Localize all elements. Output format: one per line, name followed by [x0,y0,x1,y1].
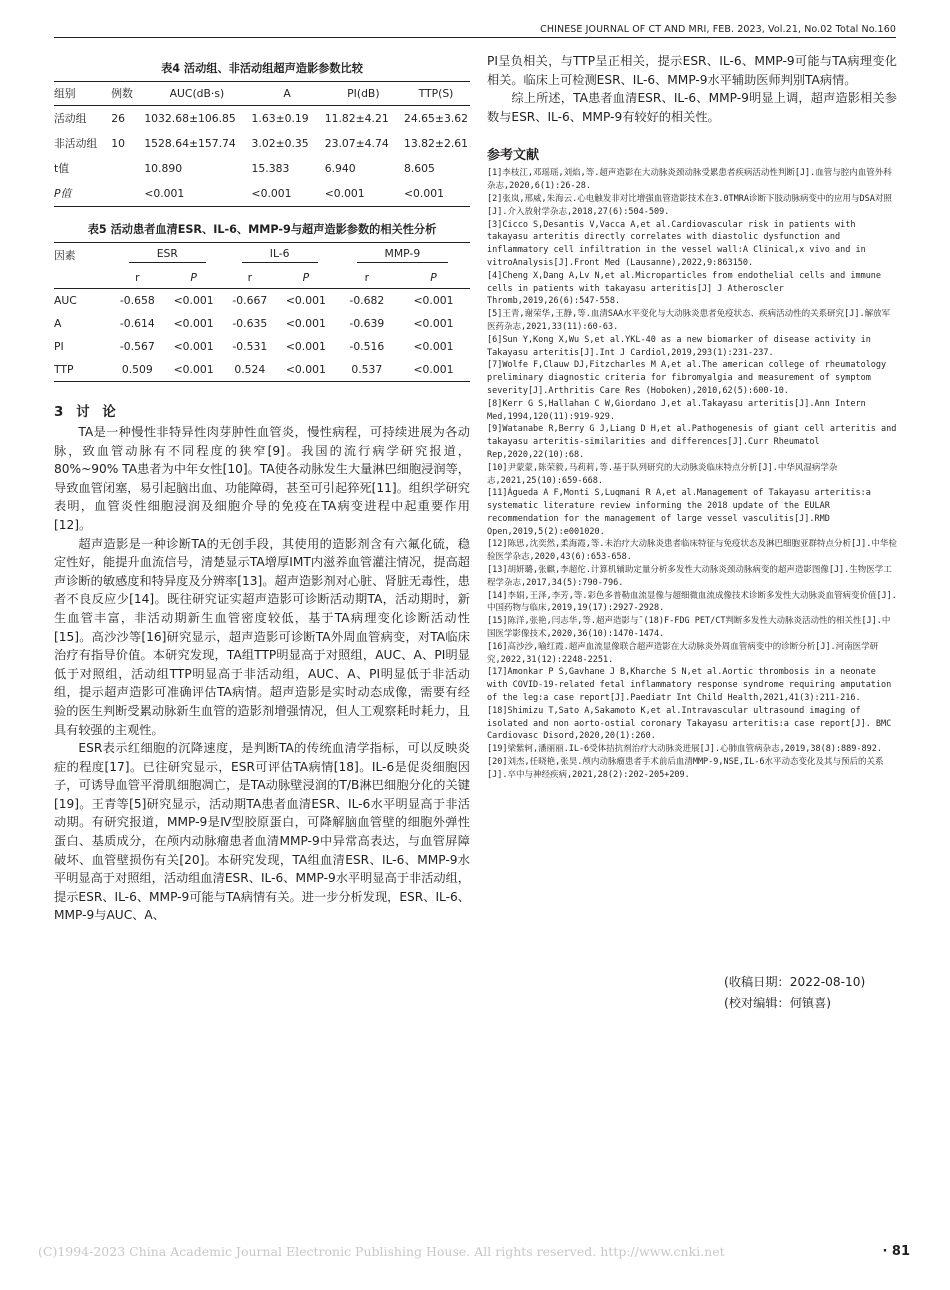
reference-item: [8]Kerr G S,Hallahan C W,Giordano J,et al.Takayasu arteritis[J].Ann Intern Med,1994,120(11):919-929. [487,398,866,422]
journal-header: CHINESE JOURNAL OF CT AND MRI, FEB. 2023, Vol.21, No.02 Total No.160 [540,24,896,35]
table4-cell: 活动组 [54,112,87,125]
table5-cell: <0.001 [285,317,326,330]
table4-header: AUC(dB·s) [169,87,225,100]
table4-cell: 24.65±3.62 [404,112,468,125]
table5-cell: <0.001 [285,294,326,307]
discussion-paragraph: ESR表示红细胞的沉降速度，是判断TA的传统血清学指标，可以反映炎症的程度[17]。已往研究显示，ESR可评估TA病情[18]。IL-6是促炎细胞因子，可诱导血管平滑肌细胞凋亡，是TA动脉壁浸润的T/B淋巴细胞分化的关键[19]。王青等[5]研究显示，活动期TA患者血清ESR、IL-6水平明显高于非活动期。有研究报道，MMP-9是Ⅳ型胶原蛋白，可降解脑血管壁的细胞外弹性蛋白、基质成分，在颅内动脉瘤患者血清MMP-9中异常高表达，与血管屏障破坏、血管壁损伤有关[20]。本研究发现，TA组血清ESR、IL-6、MMP-9水平明显高于对照组，活动组血清ESR、IL-6、MMP-9水平明显高于非活动组，提示ESR、IL-6、MMP-9可能与TA病情有关。进一步分析发现，ESR、IL-6、MMP-9与AUC、A、 [54,741,470,923]
table4-title: 表4 活动组、非活动组超声造影参数比较 [161,62,363,75]
table5-cell: 0.509 [121,363,153,376]
table4-header: A [283,87,291,100]
table4-cell: 3.02±0.35 [251,137,309,150]
table5-cell: <0.001 [413,294,454,307]
table5-row [54,358,470,382]
discussion-title: 3 讨 论 [54,404,120,420]
table5-cell: <0.001 [413,340,454,353]
table4-cell: <0.001 [251,187,292,200]
table5-cell: <0.001 [285,363,326,376]
table5-cell: -0.531 [232,340,268,353]
page-footer [0,1244,950,1264]
table4-cell: 8.605 [404,162,435,175]
table5-cell: -0.658 [119,294,155,307]
reference-item: [18]Shimizu T,Sato A,Sakamoto K,et al.Intravascular ultrasound imaging of isolated and non aorto-ostial coronary Takayasu arteritis:a case report[J]. BMC Cardiovasc Disord,2020,20(1):260. [487,705,892,742]
table5-cell: -0.516 [349,340,385,353]
reference-list [487,167,897,781]
reference-item: [15]陈洋,张艳,闫志华,等.超声造影与¯(18)F-FDG PET/CT判断多发性大动脉炎活动性的相关性[J].中国医学影像技术,2020,36(10):1470-1474. [487,616,891,640]
table5-row [54,289,470,313]
table5-cell: -0.639 [349,317,385,330]
reference-item: [5]王青,谢荣华,王静,等.血清SAA水平变化与大动脉炎患者免疫状态、疾病活动性的关系研究[J].解放军医药杂志,2021,33(11):60-63. [487,309,891,332]
reference-item: [4]Cheng X,Dang A,Lv N,et al.Microparticles from endothelial cells and immune cells in patients with takayasu arteritis[J] J Atheroscler Thromb,2019,26(6):547-558. [487,270,882,307]
table4-cell: 6.940 [324,162,356,175]
table4-cell: <0.001 [404,187,444,200]
table5-cell: -0.682 [349,294,385,307]
table4-cell: 11.82±4.21 [324,112,389,125]
table5-subheader: P [302,271,310,284]
table5-cell: <0.001 [173,294,214,307]
reference-item: [20]刘杰,任晓艳,张昊.颅内动脉瘤患者手术前后血清MMP-9,NSE,IL-6水平动态变化及其与预后的关系[J].卒中与神经疾病,2021,28(2):202-205+209. [487,757,884,780]
reference-item: [14]李娟,王泽,李芳,等.彩色多普勒血流显像与超细微血流成像技术诊断多发性大动脉炎血管病变价值[J].中国药物与临床,2019,19(17):2927-2928. [487,590,897,614]
table4-cell: <0.001 [144,187,185,200]
reference-item: [16]高沙沙,喻红霞.超声血流显像联合超声造影在大动脉炎外周血管病变中的诊断分析[J].河南医学研究,2022,31(12):2248-2251. [487,641,879,665]
table5-cell: <0.001 [173,317,214,330]
table5-subheader: P [430,271,437,284]
table4-row [54,131,470,156]
references-title: 参考文献 [487,148,540,164]
conclusion-paragraph: 综上所述，TA患者血清ESR、IL-6、MMP-9明显上调，超声造影相关参数与ESR、IL-6、MMP-9有较好的相关性。 [487,91,897,124]
table4-header: 例数 [111,87,133,100]
reference-item: [11]Águeda A F,Monti S,Luqmani R A,et al.Management of Takayasu arteritis:a systematic literature review informing the 2018 update of the EULAR recommendation for the management of large vessel vasculitis[J].RMD Open,2019,5(2):e001020. [487,488,871,537]
table5-cell: <0.001 [285,340,326,353]
reference-item: [9]Watanabe R,Berry G J,Liang D H,et al.Pathogenesis of giant cell arteritis and takayasu arteritis-similarities and differences[J].Curr Rheumatol Rep,2020,22(10):68. [487,424,897,460]
table5-group-header [337,243,470,268]
table4-cell: P值 [54,187,72,200]
table5-cell: <0.001 [413,363,454,376]
table4 [54,81,470,207]
table5-cell: -0.567 [119,340,155,353]
table5-subheader: r [364,271,370,284]
right-column [487,52,897,782]
table4-cell [111,181,144,207]
received-date: (收稿日期：2022-08-10) [724,975,866,989]
table5-subheader [54,267,112,289]
table5-cell: A [54,317,62,330]
reference-item: [2]张岚,邢威,朱海云.心电触发非对比增强血管造影技术在3.0TMRA诊断下肢动脉病变中的应用与DSA对照[J].介入放射学杂志,2018,27(6):504-509. [487,193,892,217]
page-number: · 81 [882,1244,910,1259]
table4-header: PI(dB) [347,87,380,100]
end-notes [724,972,865,1014]
table4-cell: 1.63±0.19 [251,112,309,125]
table5-subheader: P [190,271,197,284]
reference-item: [6]Sun Y,Kong X,Wu S,et al.YKL-40 as a new biomarker of disease activity in Takayasu arteritis[J].Int J Cardiol,2019,293(1):231-237. [487,334,871,358]
table4-cell: 15.383 [251,162,290,175]
table4-cell: 23.07±4.74 [324,137,389,150]
reference-item: [1]李枝江,邓瑶瑶,刘焰,等.超声造影在大动脉炎颈动脉受累患者疾病活动性判断[J].血管与腔内血管外科杂志,2020,6(1):26-28. [487,168,892,192]
table5-subheader: r [247,271,253,284]
table5-group-label: IL-6 [242,247,318,263]
table4-cell: t值 [54,162,70,175]
reference-item: [19]梁紫轲,潘丽丽.IL-6受体拮抗剂治疗大动脉炎进展[J].心肺血管病杂志,2019,38(8):889-892. [487,744,882,755]
table5-cell: TTP [54,363,74,376]
table4-cell [111,156,144,181]
discussion-paragraph: TA是一种慢性非特异性肉芽肿性血管炎，慢性病程，可持续进展为各动脉，致血管动脉有不同程度的狭窄[9]。我国的流行病学研究报道，80%~90% TA患者为中年女性[10]。TA使各动脉发生大量淋巴细胞浸润等，导致血管闭塞，易引起脑出血、功能障碍，甚至可引起猝死[11]。组织学研究表明，血管炎性细胞浸润及细胞介导的免疫在TA病变进程中起重要作用[12]。 [54,425,470,532]
table4-row [54,156,470,181]
table5-cell: AUC [54,294,77,307]
table4-cell: 非活动组 [54,137,98,150]
discussion-paragraph: 超声造影是一种诊断TA的无创手段，其使用的造影剂含有六氟化硫，稳定性好，能提升血流信号，清楚显示TA增厚IMT内滋养血管灌注情况，提高超声诊断的敏感度和特异度及分辨率[13]。超声造影剂对心脏、肾脏无毒性，患者不良反应少[14]。既往研究证实超声造影可诊断活动期TA，活动期时，新生血管丰富，非活动期新生血管密度较低，基于TA病理变化诊断活动性[15]。高沙沙等[16]研究显示，超声造影可诊断TA外周血管病变，对TA临床治疗有指导价值。本研究发现，TA组TTP明显高于对照组，AUC、A、PI明显低于对照组，活动组TTP明显高于非活动组，AUC、A、PI明显低于非活动组，提示超声造影可准确评估TA病情。超声造影是实时动态成像，需要有经验的医生判断受累动脉新生血管的造影剂增强情况，但人工观察耗时耗力，且具有较强的主观性。 [54,536,470,737]
table5-group-header [112,243,225,268]
table5-group-label: MMP-9 [357,247,449,263]
table5-cell: -0.635 [232,317,268,330]
table4-cell: 10.890 [144,162,183,175]
table5-cell: <0.001 [413,317,454,330]
left-column [54,60,470,925]
table5-cell: 0.537 [351,363,383,376]
table4-row [54,106,470,132]
reference-item: [10]尹蒙蒙,陈荣毅,马莉莉,等.基于队列研究的大动脉炎临床特点分析[J].中华风湿病学杂志,2021,25(10):659-668. [487,462,838,486]
table4-cell: 1528.64±157.74 [144,137,236,150]
reference-item: [3]Cicco S,Desantis V,Vacca A,et al.Cardiovascular risk in patients with takayasu arteritis directly correlates with diastolic dysfunction and inflammatory cell infiltration in the vessel wall:A Clinical,x vivo and in vitroAnalysis[J].Front Med (Lausanne),2022,9:863150. [487,219,866,268]
table5-group-label: ESR [129,247,206,263]
proof-editor: (校对编辑：何镇喜) [724,996,832,1010]
table4-cell: 13.82±2.61 [404,137,468,150]
table4-cell: 26 [111,112,126,125]
table5-cell: <0.001 [173,363,214,376]
table4-cell: 10 [111,137,126,150]
reference-item: [12]陈思,沈奕然,柔海霞,等.未治疗大动脉炎患者临床特征与免疫状态及淋巴细胞亚群特点分析[J].中华检验医学杂志,2020,43(6):653-658. [487,539,897,563]
table5-row [54,335,470,358]
table5-subheader: r [135,271,140,284]
copyright-notice: (C)1994-2023 China Academic Journal Electronic Publishing House. All rights reserved. http://www.cnki.net [38,1244,725,1259]
continuation-paragraph: PI呈负相关，与TTP呈正相关，提示ESR、IL-6、MMP-9可能与TA病理变化相关。临床上可检测ESR、IL-6、MMP-9水平辅助医师判别TA病情。 [487,54,897,87]
reference-item: [13]胡妍璐,张麒,李超佗.计算机辅助定量分析多发性大动脉炎颈动脉病变的超声造影图像[J].生物医学工程学杂志,2017,34(5):790-796. [487,565,892,588]
table4-header: 组别 [54,87,76,100]
table5-cell: -0.614 [119,317,155,330]
table4-header: TTP(S) [418,87,454,100]
header-rule [54,37,896,38]
table5 [54,242,470,382]
table4-cell: 1032.68±106.85 [144,112,236,125]
table4-cell: <0.001 [324,187,365,200]
table5-title: 表5 活动患者血清ESR、IL-6、MMP-9与超声造影参数的相关性分析 [87,223,437,236]
table4-row [54,181,470,207]
table5-group-header [225,243,337,268]
table5-factor-header: 因素 [54,248,76,262]
table5-row [54,312,470,335]
table5-cell: PI [54,340,64,353]
reference-item: [7]Wolfe F,Clauw DJ,Fitzcharles M A,et al.The american college of rheumatology preliminary diagnostic criteria for fibromyalgia and measurement of symptom severity[J].Arthritis Care Res (Hoboken),2010,62(5):600-10. [487,360,887,396]
table5-cell: <0.001 [173,340,214,353]
reference-item: [17]Amonkar P S,Gavhane J B,Kharche S N,et al.Aortic thrombosis in a neonate with COVID-19-related fetal inflammatory response syndrome requiring amputation of the leg:a case report[J].Paediatr Int Child Health,2021,41(3):211-216. [487,667,892,704]
table5-cell: -0.667 [232,294,268,307]
table5-cell: 0.524 [234,363,266,376]
